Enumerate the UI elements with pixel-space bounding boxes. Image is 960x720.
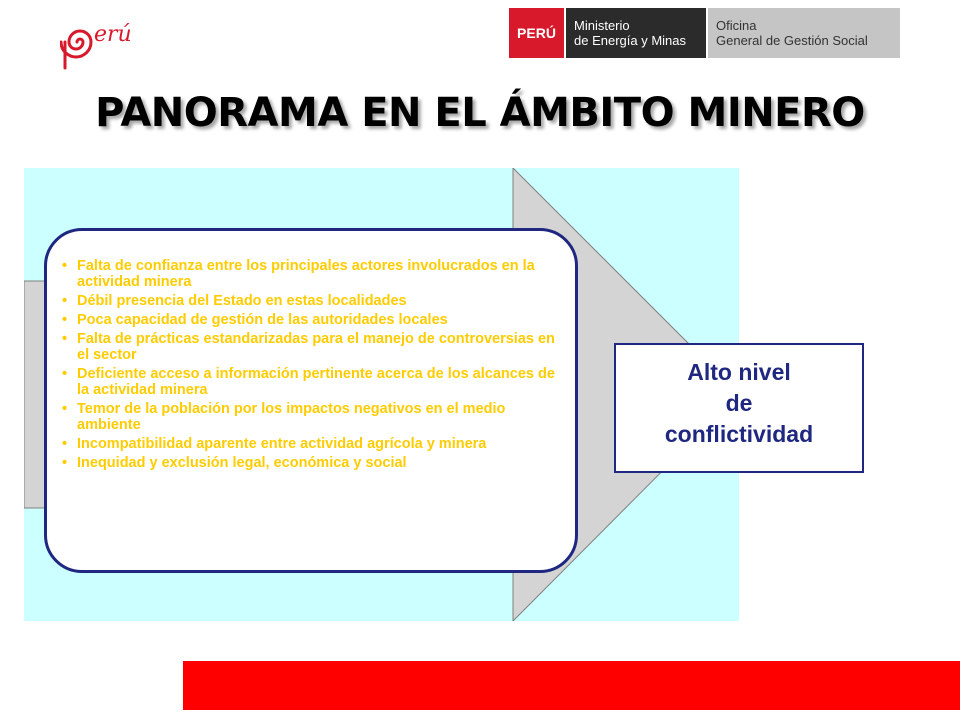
cause-item: • Poca capacidad de gestión de las autoridades locales: [60, 312, 565, 328]
footer-bar: [183, 661, 960, 710]
cause-item: • Deficiente acceso a información pertinente acerca de los alcances de la actividad minera: [60, 366, 565, 398]
cause-item: • Falta de prácticas estandarizadas para el manejo de controversias en el sector: [60, 331, 565, 363]
banner-office-line1: Oficina: [716, 18, 757, 33]
causes-list: [60, 258, 565, 474]
cause-item: • Débil presencia del Estado en estas localidades: [60, 293, 565, 309]
banner-country: PERÚ: [509, 8, 564, 58]
result-box: [614, 343, 864, 473]
banner-ministry-line1: Ministerio: [574, 18, 630, 33]
page-title: PANORAMA EN EL ÁMBITO MINERO: [95, 90, 865, 136]
banner-office-line2: General de Gestión Social: [716, 33, 868, 48]
cause-item: • Temor de la población por los impactos negativos en el medio ambiente: [60, 401, 565, 433]
peru-brand-logo: [60, 12, 160, 72]
banner-office: [708, 8, 900, 58]
cause-item: • Falta de confianza entre los principales actores involucrados en la actividad minera: [60, 258, 565, 290]
result-line2: de: [725, 390, 753, 416]
cause-item: • Inequidad y exclusión legal, económica y social: [60, 455, 565, 471]
ministry-banner: [509, 8, 900, 58]
banner-ministry-line2: de Energía y Minas: [574, 33, 687, 48]
result-line3: conflictividad: [664, 421, 814, 447]
peru-logo-word: erú: [94, 22, 132, 47]
result-line1: Alto nivel: [687, 359, 791, 385]
banner-ministry: [566, 8, 706, 58]
cause-item: • Incompatibilidad aparente entre actividad agrícola y minera: [60, 436, 565, 452]
